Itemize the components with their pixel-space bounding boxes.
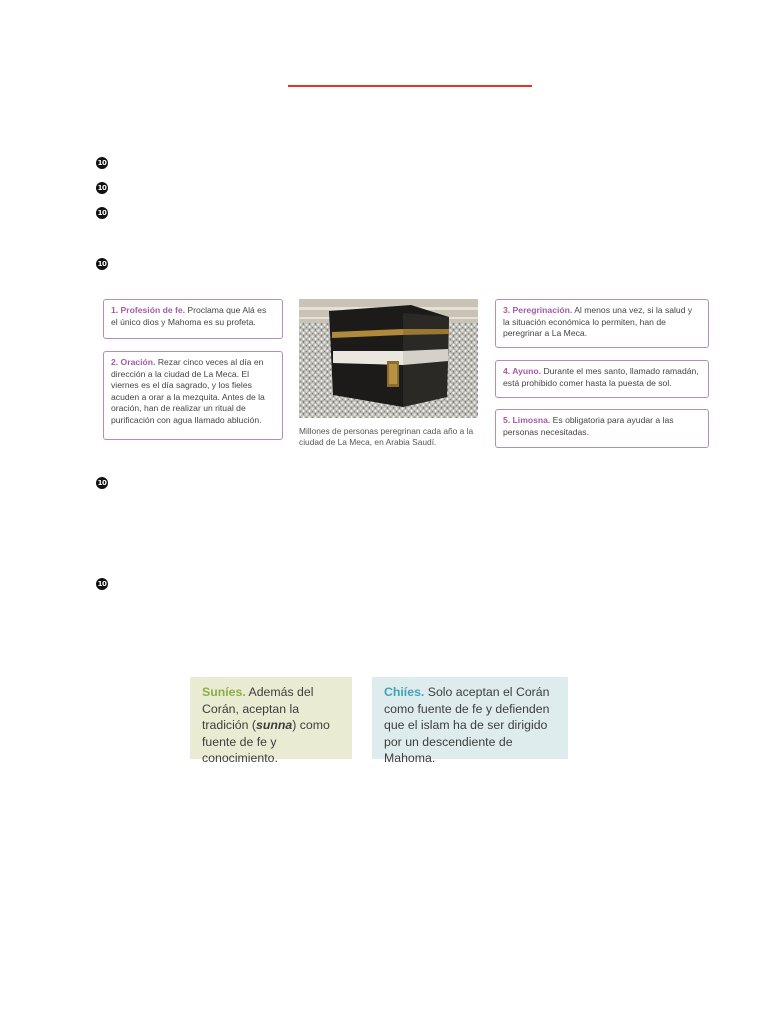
pillar-title: 3. Peregrinación. (503, 305, 573, 315)
pillar-almsgiving (495, 409, 709, 448)
shia-title: Chiíes. (384, 685, 425, 699)
pillar-text: Rezar cinco veces al día en dirección a la ciudad de La Meca. El viernes es el día sagrado, y los fieles acuden a orar a la mezquita. Antes de la oración, han de realizar un ritual de purificación con agua llamado ablución. (111, 357, 265, 425)
pillar-text: Al menos una vez, si la salud y la situación económica lo permiten, han de peregrinar a La Meca. (503, 305, 693, 339)
sunni-emphasis: sunna (256, 718, 293, 733)
shia-branch-box (372, 677, 568, 766)
pillar-prayer (103, 351, 283, 440)
pillar-title: 1. Profesión de fe. (111, 305, 186, 315)
kaaba-photo (299, 299, 478, 418)
pillar-text: Es obligatoria para ayudar a las personas necesitadas. (503, 415, 674, 437)
sunni-branch-box (190, 677, 352, 766)
sunni-text-a: Además del Corán, aceptan la tradición ( (202, 685, 314, 733)
circled-ten-icon: 10 (97, 159, 107, 167)
pillar-fasting (495, 360, 709, 398)
circled-ten-icon: 10 (97, 580, 107, 588)
pillar-profession-of-faith (103, 299, 283, 339)
pillar-title: 4. Ayuno. (503, 366, 542, 376)
pillar-title: 2. Oración. (111, 357, 156, 367)
photo-caption: Millones de personas peregrinan cada año a la ciudad de La Meca, en Arabia Saudí. (299, 426, 474, 448)
pillar-text: Proclama que Alá es el único dios y Mahoma es su profeta. (111, 305, 267, 327)
circled-ten-icon: 10 (97, 479, 107, 487)
title-underline (288, 85, 532, 87)
circled-ten-icon: 10 (97, 209, 107, 217)
pillar-title: 5. Limosna. (503, 415, 551, 425)
sunni-text-b: ) como fuente de fe y conocimiento. (202, 718, 330, 766)
shia-text: Solo aceptan el Corán como fuente de fe y defienden que el islam ha de ser dirigido por un descendiente de Mahoma. (384, 685, 550, 766)
circled-ten-icon: 10 (97, 260, 107, 268)
pillar-pilgrimage (495, 299, 709, 348)
pillar-text: Durante el mes santo, llamado ramadán, está prohibido comer hasta la puesta de sol. (503, 366, 699, 388)
sunni-title: Suníes. (202, 685, 246, 699)
circled-ten-icon: 10 (97, 184, 107, 192)
